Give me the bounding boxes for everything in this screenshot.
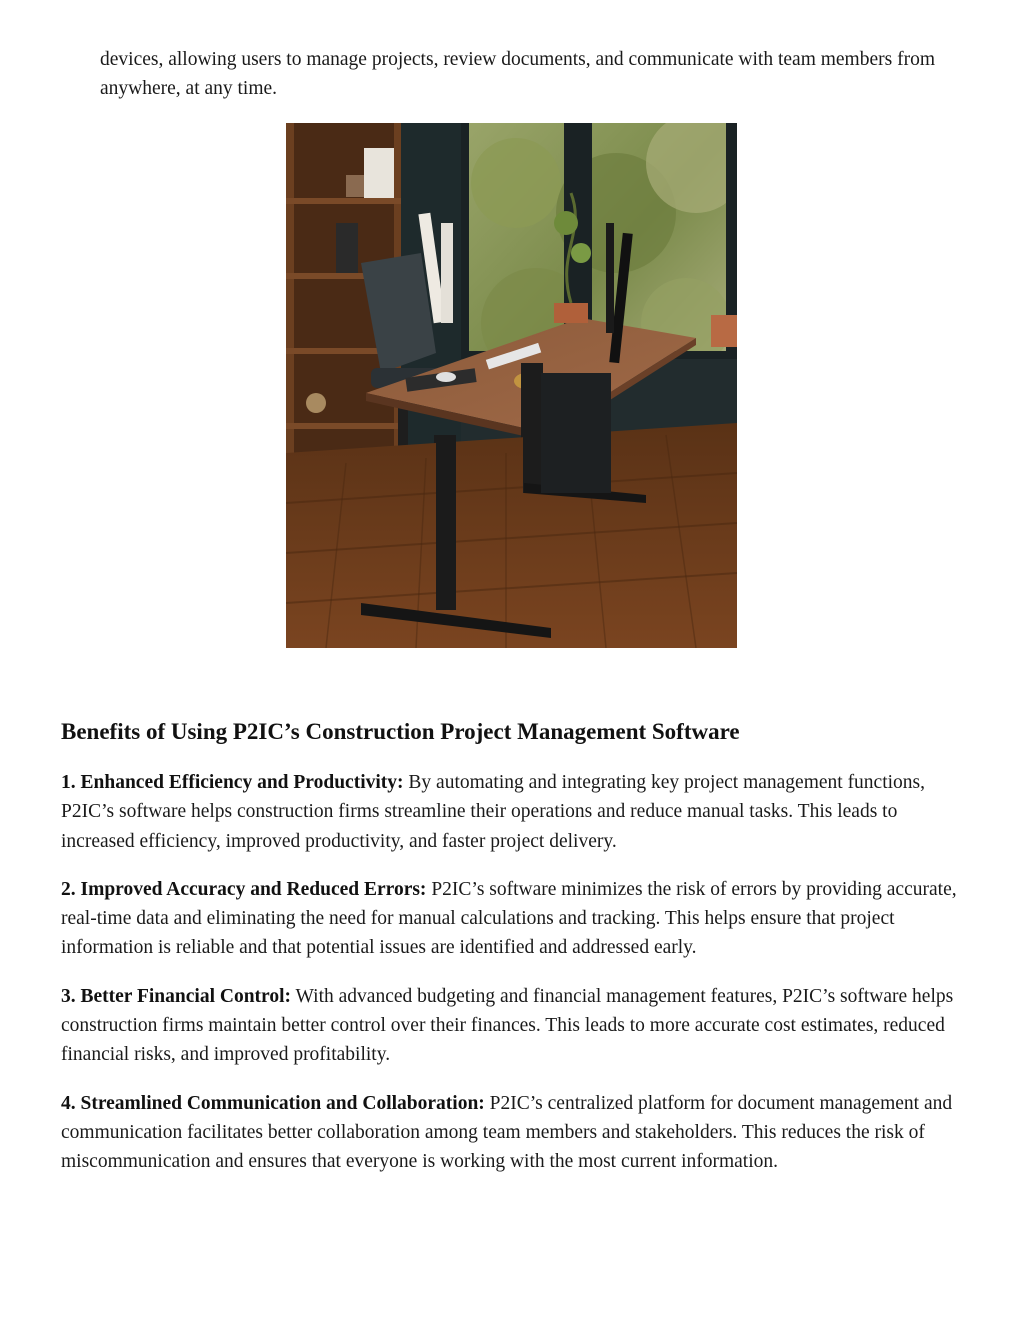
benefit-text: With advanced budgeting and financial management features, P2IC’s software helps construction firms maintain better control over their finances. This leads to more accurate cost estimates, reduced financial risks, and improved profitability.	[61, 985, 954, 1066]
intro-paragraph: devices, allowing users to manage projects, review documents, and communicate with team members from anywhere, at any time.	[100, 49, 935, 99]
benefit-text: By automating and integrating key project management functions, P2IC’s software helps construction firms streamline their operations and reduce manual tasks. This leads to increased efficiency, improved productivity, and faster project delivery.	[61, 772, 926, 852]
benefit-title: 2. Improved Accuracy and Reduced Errors:	[61, 878, 427, 900]
benefit-item	[61, 875, 966, 963]
office-desk-photo	[286, 123, 737, 648]
benefit-item	[61, 768, 966, 856]
benefit-text: P2IC’s software minimizes the risk of errors by providing accurate, real-time data and eliminating the need for manual calculations and tracking. This helps ensure that project information is reliable and that potential issues are identified and addressed early.	[61, 878, 957, 959]
benefit-title: 4. Streamlined Communication and Collaboration:	[61, 1092, 485, 1114]
benefit-text: P2IC’s centralized platform for document management and communication facilitates better collaboration among team members and stakeholders. This reduces the risk of miscommunication and ensures that everyone is working with the most current information.	[61, 1092, 953, 1173]
benefit-item	[61, 1089, 966, 1177]
section-heading: Benefits of Using P2IC’s Construction Project Management Software	[61, 719, 740, 744]
benefits-list	[61, 768, 966, 1196]
benefit-title: 1. Enhanced Efficiency and Productivity:	[61, 772, 404, 793]
benefit-title: 3. Better Financial Control:	[61, 985, 292, 1007]
benefit-item	[61, 982, 966, 1070]
